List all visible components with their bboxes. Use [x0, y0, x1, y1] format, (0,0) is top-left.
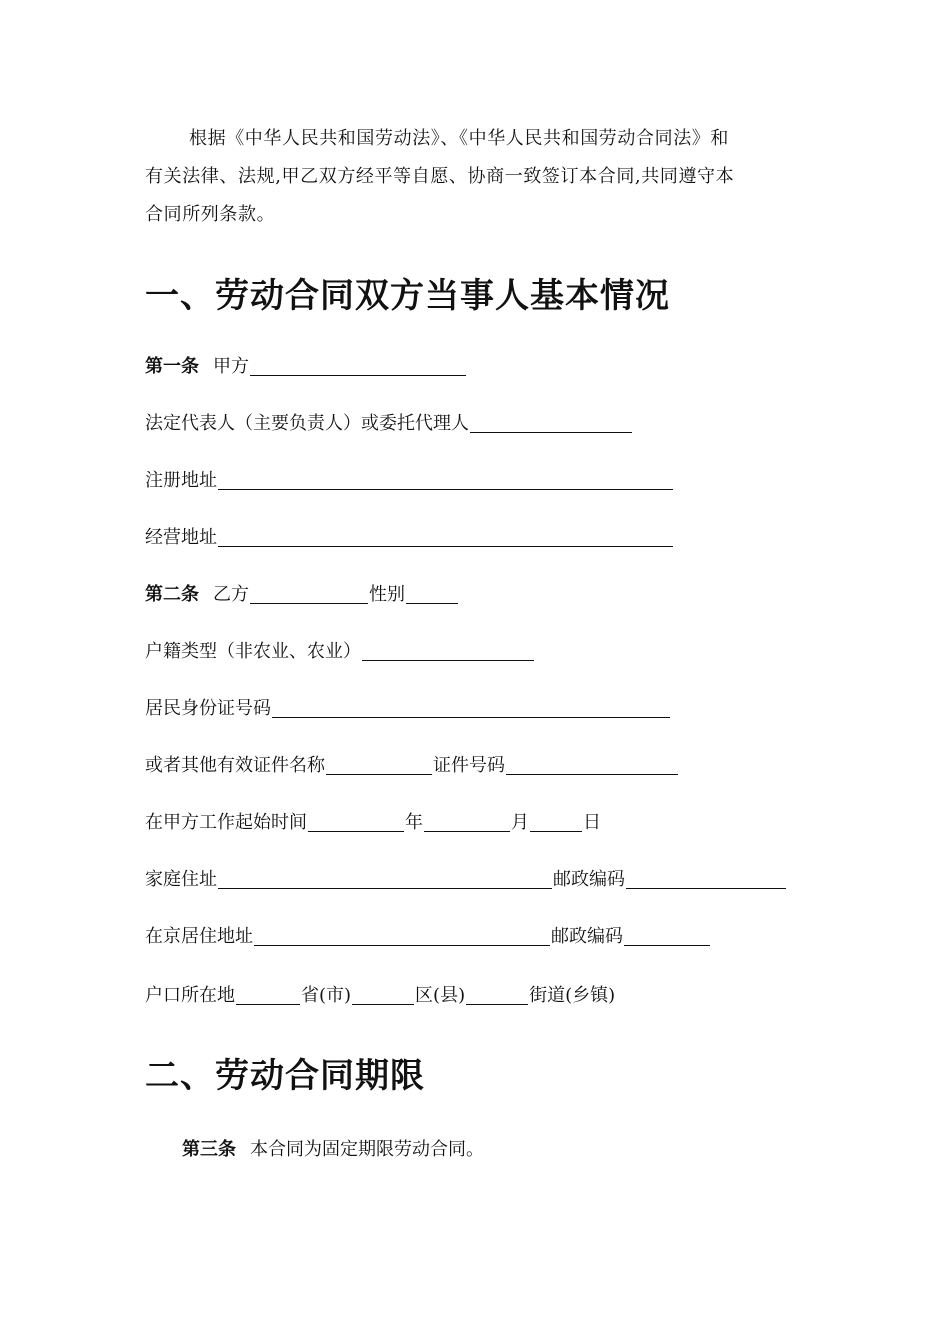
household-type-label: 户籍类型（非农业、农业）: [145, 641, 361, 662]
article-2-party-b-row: [145, 582, 459, 608]
province-label: 省(市): [301, 985, 352, 1006]
start-time-row: [145, 810, 601, 836]
section-2-heading: 二、劳动合同期限: [145, 1056, 425, 1096]
year-label: 年: [405, 812, 423, 833]
legal-rep-label: 法定代表人（主要负责人）或委托代理人: [145, 413, 469, 434]
gender-label: 性别: [369, 584, 405, 605]
intro-line-1: 根据《中华人民共和国劳动法》、《中华人民共和国劳动合同法》和: [189, 128, 729, 149]
id-number-row: [145, 696, 671, 722]
reg-address-field[interactable]: [218, 469, 673, 490]
hukou-location-row: [145, 983, 615, 1009]
party-a-label: 甲方: [213, 356, 249, 377]
article-3-text: 本合同为固定期限劳动合同。: [250, 1139, 484, 1160]
postcode-2-label: 邮政编码: [551, 926, 623, 947]
province-field[interactable]: [236, 984, 300, 1005]
article-1-party-a-row: [145, 354, 467, 380]
household-type-field[interactable]: [362, 640, 534, 661]
other-id-name-label: 或者其他有效证件名称: [145, 755, 325, 776]
postcode-label: 邮政编码: [553, 869, 625, 890]
start-time-label: 在甲方工作起始时间: [145, 812, 307, 833]
other-id-row: [145, 753, 679, 779]
id-number-label: 居民身份证号码: [145, 698, 271, 719]
id-doc-number-field[interactable]: [506, 754, 678, 775]
hukou-location-label: 户口所在地: [145, 985, 235, 1006]
section-1-heading: 一、劳动合同双方当事人基本情况: [145, 276, 670, 316]
home-address-field[interactable]: [218, 868, 552, 889]
intro-paragraph: [145, 120, 805, 234]
id-number-field[interactable]: [272, 697, 670, 718]
intro-line-2: 有关法律、法规,甲乙双方经平等自愿、协商一致签订本合同,共同遵守本: [145, 166, 735, 187]
beijing-address-field[interactable]: [254, 925, 550, 946]
biz-address-label: 经营地址: [145, 527, 217, 548]
biz-address-field[interactable]: [218, 526, 673, 547]
home-address-label: 家庭住址: [145, 869, 217, 890]
party-b-label: 乙方: [213, 584, 249, 605]
id-doc-number-label: 证件号码: [433, 755, 505, 776]
street-field[interactable]: [466, 984, 528, 1005]
reg-address-label: 注册地址: [145, 470, 217, 491]
month-label: 月: [511, 812, 529, 833]
intro-line-3: 合同所列条款。: [145, 204, 276, 225]
district-label: 区(县): [415, 985, 466, 1006]
start-year-field[interactable]: [308, 811, 404, 832]
legal-rep-field[interactable]: [470, 412, 632, 433]
postcode-field[interactable]: [626, 868, 786, 889]
biz-address-row: [145, 525, 674, 551]
beijing-address-label: 在京居住地址: [145, 926, 253, 947]
article-2-label: 第二条: [145, 584, 199, 605]
start-day-field[interactable]: [530, 811, 582, 832]
start-month-field[interactable]: [424, 811, 510, 832]
party-b-field[interactable]: [250, 583, 368, 604]
reg-address-row: [145, 468, 674, 494]
home-address-row: [145, 867, 787, 893]
article-3-row: [182, 1137, 484, 1163]
article-3-label: 第三条: [182, 1139, 236, 1160]
party-a-field[interactable]: [250, 355, 466, 376]
district-field[interactable]: [352, 984, 414, 1005]
street-label: 街道(乡镇): [529, 985, 616, 1006]
postcode-2-field[interactable]: [624, 925, 710, 946]
article-1-label: 第一条: [145, 356, 199, 377]
household-type-row: [145, 639, 535, 665]
gender-field[interactable]: [406, 583, 458, 604]
day-label: 日: [583, 812, 601, 833]
other-id-name-field[interactable]: [326, 754, 432, 775]
legal-rep-row: [145, 411, 633, 437]
beijing-address-row: [145, 924, 711, 950]
